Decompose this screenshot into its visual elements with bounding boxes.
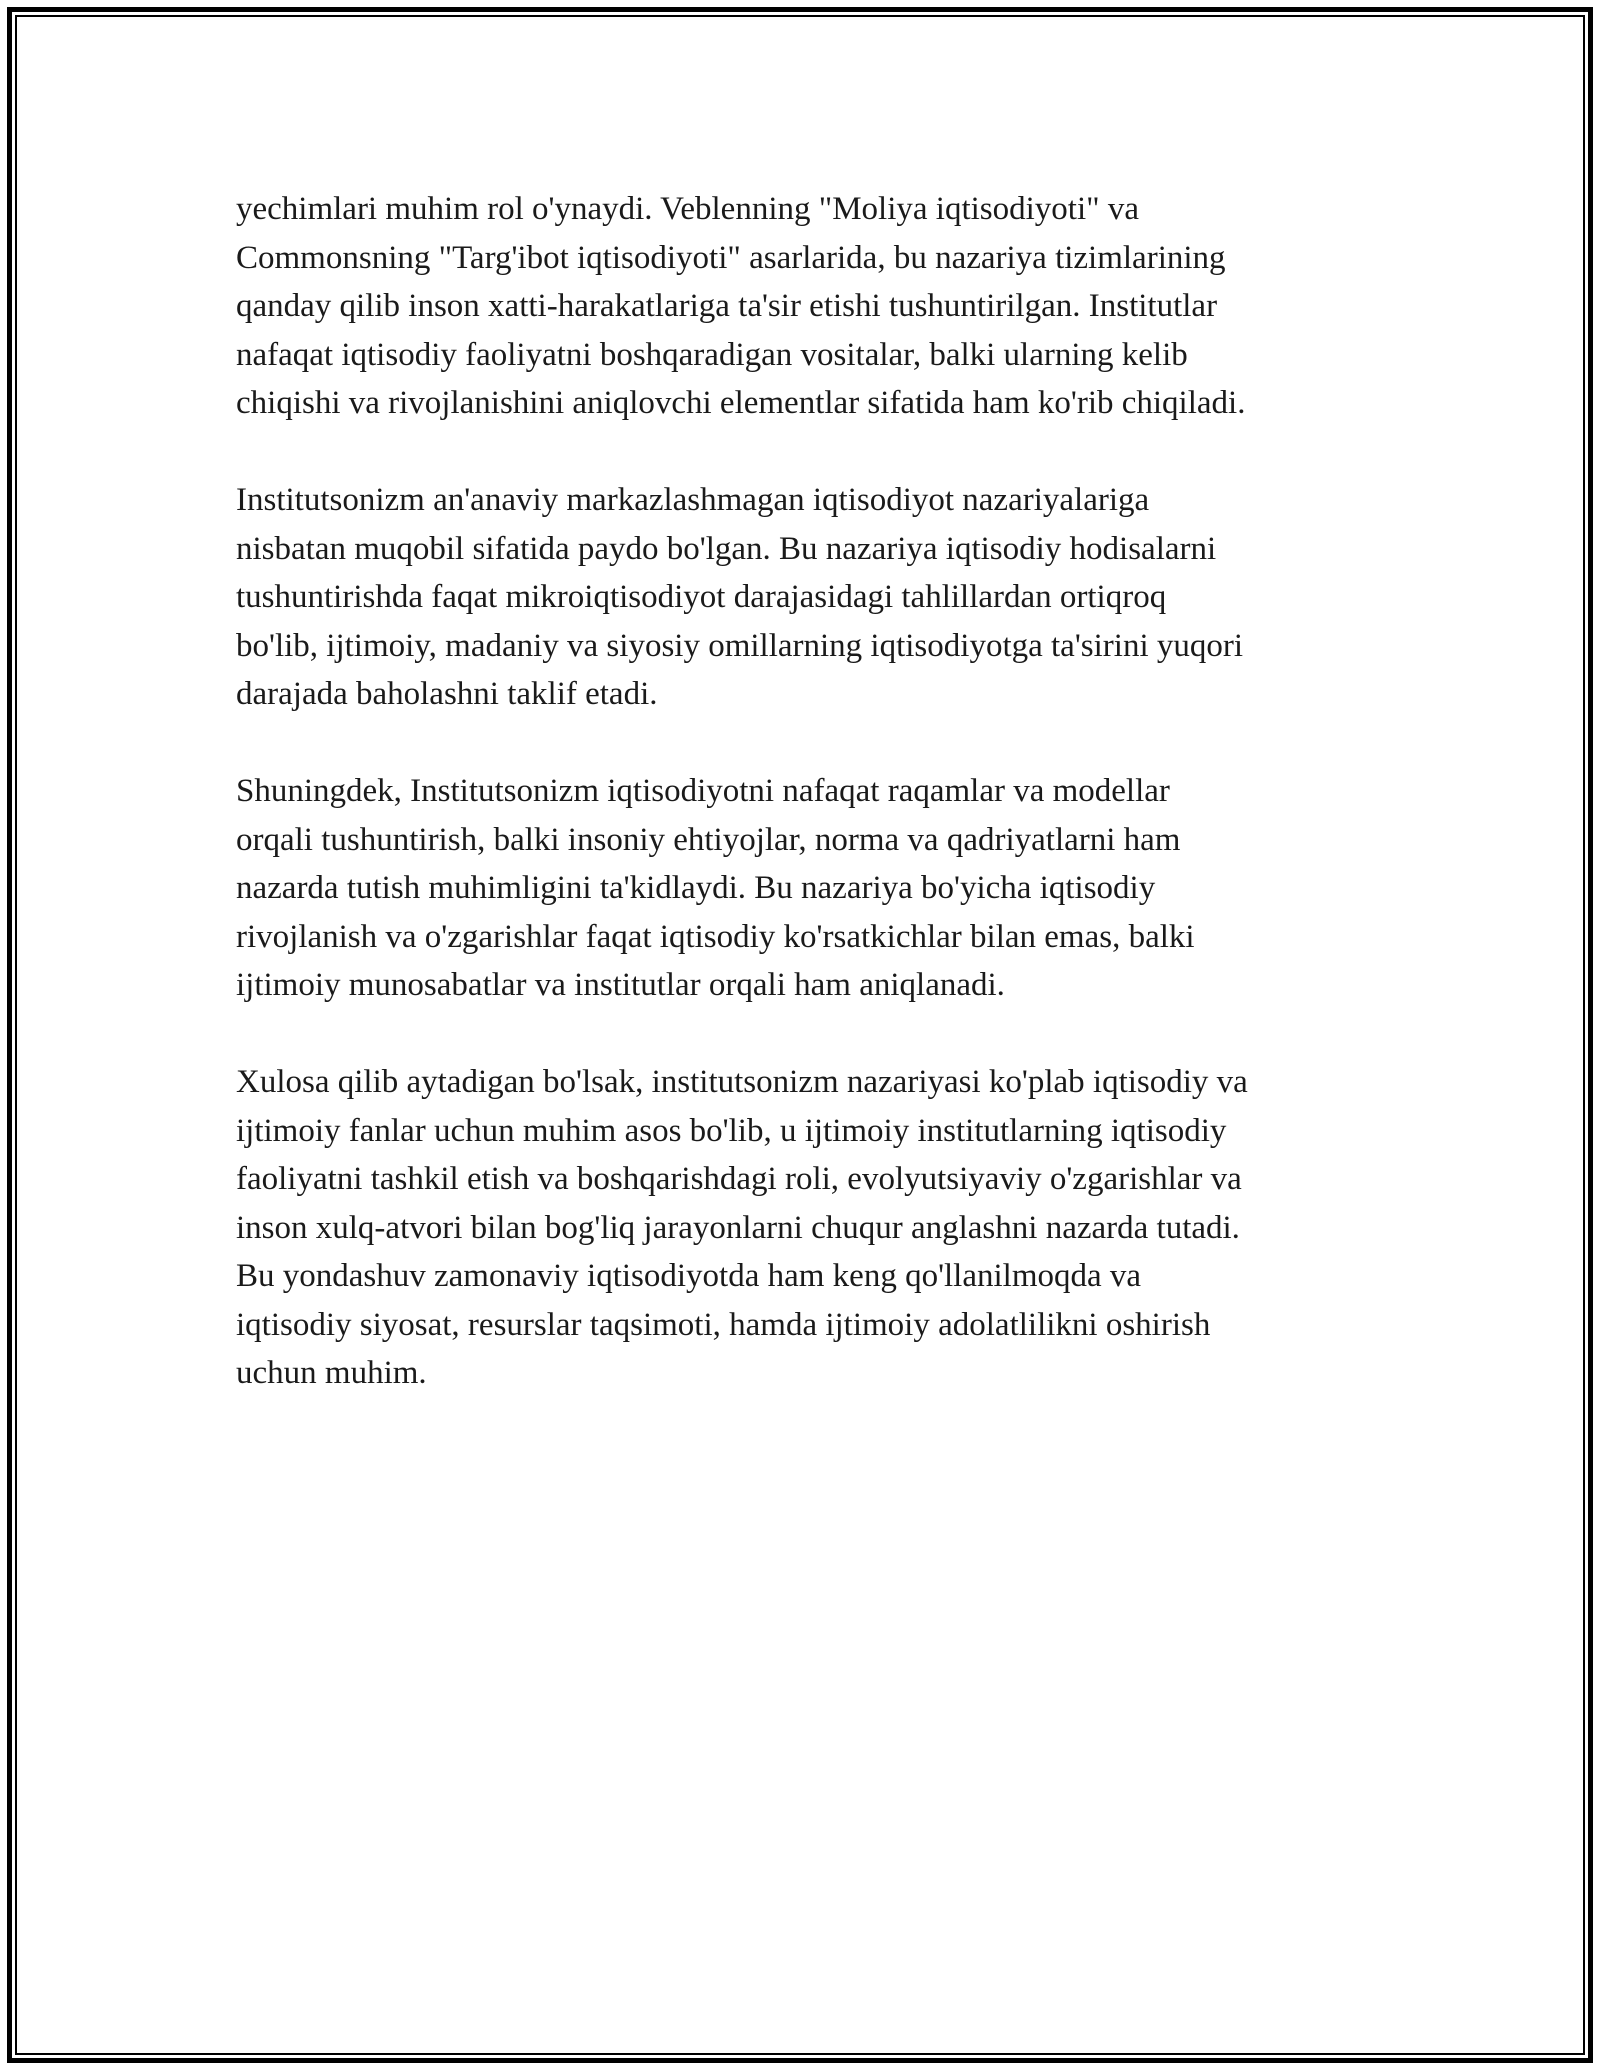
paragraph-2	[236, 476, 1386, 719]
text-line: Bu yondashuv zamonaviy iqtisodiyotda ham keng qo'llanilmoqda va	[236, 1258, 1142, 1294]
paragraph-1	[236, 185, 1386, 428]
text-line: orqali tushuntirish, balki insoniy ehtiyojlar, norma va qadriyatlarni ham	[236, 821, 1181, 858]
text-line: Commonsning "Targ'ibot iqtisodiyoti" asarlarida, bu nazariya tizimlarining	[236, 239, 1226, 276]
document-body	[236, 185, 1386, 1446]
text-line: chiqishi va rivojlanishini aniqlovchi elementlar sifatida ham ko'rib chiqiladi.	[236, 385, 1246, 421]
text-line: iqtisodiy siyosat, resurslar taqsimoti, hamda ijtimoiy adolatlilikni oshirish	[236, 1306, 1211, 1343]
text-line: faoliyatni tashkil etish va boshqarishdagi roli, evolyutsiyaviy o'zgarishlar va	[236, 1161, 1242, 1197]
text-line: inson xulq-atvori bilan bog'liq jarayonlarni chuqur anglashni nazarda tutadi.	[236, 1209, 1240, 1246]
text-line: ijtimoiy fanlar uchun muhim asos bo'lib, u ijtimoiy institutlarning iqtisodiy	[236, 1112, 1227, 1149]
text-line: uchun muhim.	[236, 1355, 427, 1391]
text-line: bo'lib, ijtimoiy, madaniy va siyosiy omillarning iqtisodiyotga ta'sirini yuqori	[236, 627, 1244, 664]
text-line: Shuningdek, Institutsonizm iqtisodiyotni nafaqat raqamlar va modellar	[236, 773, 1170, 809]
text-line: rivojlanish va o'zgarishlar faqat iqtisodiy ko'rsatkichlar bilan emas, balki	[236, 918, 1195, 955]
text-line: darajada baholashni taklif etadi.	[236, 676, 658, 712]
paragraph-4	[236, 1058, 1386, 1398]
text-line: yechimlari muhim rol o'ynaydi. Veblenning "Moliya iqtisodiyoti" va	[236, 191, 1140, 227]
text-line: nafaqat iqtisodiy faoliyatni boshqaradigan vositalar, balki ularning kelib	[236, 336, 1188, 373]
text-line: Xulosa qilib aytadigan bo'lsak, institutsonizm nazariyasi ko'plab iqtisodiy va	[236, 1064, 1248, 1100]
text-line: qanday qilib inson xatti-harakatlariga ta'sir etishi tushuntirilgan. Institutlar	[236, 288, 1218, 324]
text-line: Institutsonizm an'anaviy markazlashmagan iqtisodiyot nazariyalariga	[236, 482, 1150, 518]
paragraph-3	[236, 767, 1386, 1010]
text-line: ijtimoiy munosabatlar va institutlar orqali ham aniqlanadi.	[236, 967, 1005, 1003]
text-line: nisbatan muqobil sifatida paydo bo'lgan. Bu nazariya iqtisodiy hodisalarni	[236, 530, 1217, 567]
text-line: tushuntirishda faqat mikroiqtisodiyot darajasidagi tahlillardan ortiqroq	[236, 579, 1167, 615]
text-line: nazarda tutish muhimligini ta'kidlaydi. Bu nazariya bo'yicha iqtisodiy	[236, 870, 1156, 906]
